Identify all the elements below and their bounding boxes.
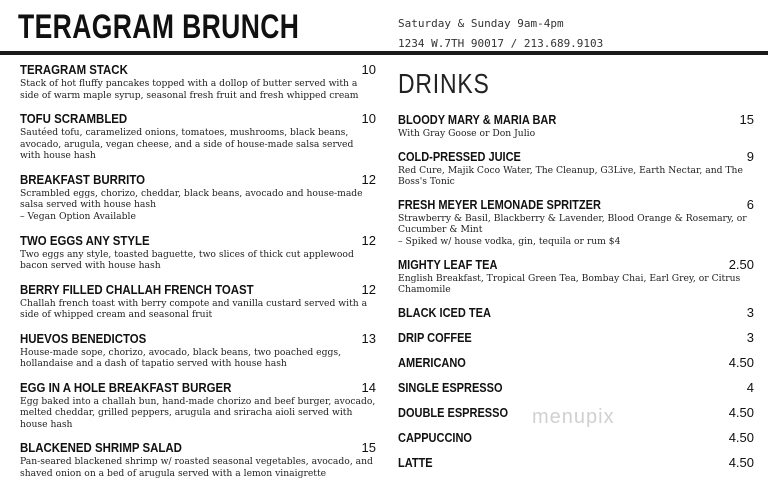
food-item-name: BERRY FILLED CHALLAH FRENCH TOAST [20, 281, 254, 297]
food-item-price: 10 [361, 111, 376, 126]
drink-item-price: 4.50 [728, 354, 754, 370]
food-item-name: TWO EGGS ANY STYLE [20, 232, 150, 248]
drink-item-name: LATTE [398, 455, 433, 470]
food-item-price: 12 [361, 232, 376, 248]
drink-item-price: 4.50 [728, 404, 754, 420]
drink-item-name: BLACK ICED TEA [398, 305, 491, 320]
drink-item-name: FRESH MEYER LEMONADE SPRITZER [398, 197, 601, 212]
food-item-description: Two eggs any style, toasted baguette, two slices of thick cut applewood bacon served with house hash [20, 248, 354, 271]
hours-text: Saturday & Sunday 9am-4pm [398, 17, 564, 30]
menupix-watermark: menupix [532, 406, 615, 428]
food-item-note: – Vegan Option Available [20, 210, 136, 222]
food-item-price: 12 [361, 171, 376, 187]
menu-title: TERAGRAM BRUNCH [18, 8, 300, 46]
drink-item-price: 9 [746, 148, 754, 164]
food-item-description: Stack of hot fluffy pancakes topped with a dollop of butter served with a side of warm maple syrup, seasonal fresh fruit and fresh whipped cream [20, 78, 359, 101]
hours-info [398, 14, 603, 54]
drink-item-name: BLOODY MARY & MARIA BAR [398, 113, 557, 127]
food-item-name: BREAKFAST BURRITO [20, 171, 146, 187]
drink-item-name: CAPPUCCINO [398, 430, 472, 445]
food-item-price: 10 [361, 62, 376, 77]
drink-item [398, 112, 754, 140]
drink-item [398, 257, 754, 296]
drink-item-name: COLD-PRESSED JUICE [398, 149, 521, 164]
drink-item-name: MIGHTY LEAF TEA [398, 257, 498, 272]
drink-item [398, 305, 754, 320]
drink-item-price: 2.50 [728, 256, 754, 272]
food-item [20, 233, 376, 272]
food-item-name: TOFU SCRAMBLED [20, 111, 128, 126]
food-item-price: 12 [361, 281, 376, 297]
food-item-description: Challah french toast with berry compote and vanilla custard served with a side of whipped cream and seasonal fruit [20, 297, 368, 320]
food-item-description: Sautéed tofu, caramelized onions, tomatoes, mushrooms, black beans, avocado, arugula, vegan cheese, and a side of house-made salsa served with house hash [20, 127, 354, 161]
food-item [20, 440, 376, 479]
drink-item [398, 355, 754, 370]
food-list [20, 62, 376, 489]
drink-item-description: Red Cure, Majik Coco Water, The Cleanup, G3Live, Earth Nectar, and The Boss's Tonic [398, 164, 743, 187]
drink-item-name: SINGLE ESPRESSO [398, 380, 503, 395]
food-item [20, 331, 376, 370]
drink-item-price: 4.50 [728, 429, 754, 445]
food-item-price: 13 [361, 330, 376, 346]
food-item-name: TERAGRAM STACK [20, 62, 128, 77]
drink-item-name: DRIP COFFEE [398, 330, 472, 345]
food-item-name: EGG IN A HOLE BREAKFAST BURGER [20, 379, 232, 395]
drink-item [398, 380, 754, 395]
drink-item-note: – Spiked w/ house vodka, gin, tequila or rum $4 [398, 235, 621, 247]
drink-item-price: 6 [746, 196, 754, 212]
food-item-name: BLACKENED SHRIMP SALAD [20, 440, 182, 455]
drink-item-description: Strawberry & Basil, Blackberry & Lavender, Blood Orange & Rosemary, or Cucumber & Mint [398, 212, 747, 235]
drink-item [398, 455, 754, 470]
drink-item-price: 15 [739, 112, 754, 127]
food-item-description: Scrambled eggs, chorizo, cheddar, black beans, avocado and house-made salsa served with house hash [20, 187, 363, 210]
food-item [20, 172, 376, 223]
drink-item-name: AMERICANO [398, 355, 466, 370]
food-item [20, 282, 376, 321]
drink-item [398, 149, 754, 188]
drink-item [398, 430, 754, 445]
food-item-name: HUEVOS BENEDICTOS [20, 330, 147, 346]
drink-item-price: 3 [746, 329, 754, 345]
food-item-price: 15 [361, 440, 376, 455]
drink-item-description: With Gray Goose or Don Julio [398, 128, 536, 139]
food-item [20, 380, 376, 431]
drink-item-price: 4 [746, 379, 754, 395]
food-item [20, 111, 376, 162]
drink-item-name: DOUBLE ESPRESSO [398, 405, 509, 420]
drinks-heading: DRINKS [398, 68, 490, 99]
food-item-description: Pan-seared blackened shrimp w/ roasted seasonal vegetables, avocado, and shaved onion on a bed of arugula served with a lemon vinaigrette [20, 456, 373, 479]
drink-item [398, 197, 754, 248]
drink-item-price: 4.50 [728, 454, 754, 470]
drink-item [398, 330, 754, 345]
food-item [20, 62, 376, 101]
drink-item-price: 3 [746, 304, 754, 320]
drink-item-description: English Breakfast, Tropical Green Tea, Bombay Chai, Earl Grey, or Citrus Chamomile [398, 272, 741, 295]
header-divider [0, 51, 768, 55]
address-text: 1234 W.7TH 90017 / 213.689.9103 [398, 37, 604, 50]
food-item-price: 14 [361, 379, 376, 395]
food-item-description: Egg baked into a challah bun, hand-made chorizo and beef burger, avocado, melted cheddar, grilled peppers, arugula and sriracha aioli served with house hash [20, 395, 376, 430]
food-item-description: House-made sope, chorizo, avocado, black beans, two poached eggs, hollandaise and a dash of tapatio served with house hash [20, 346, 341, 369]
